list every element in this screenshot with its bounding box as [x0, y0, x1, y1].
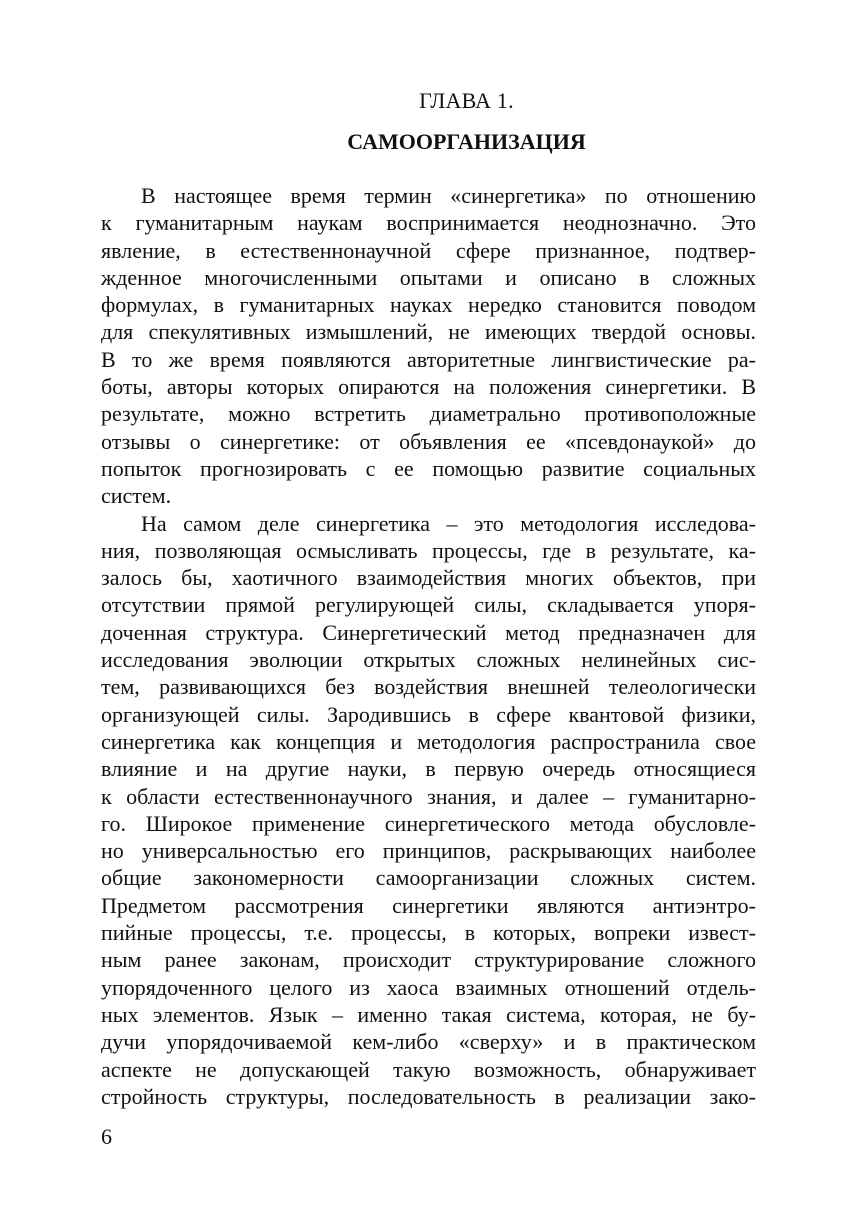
text-line: но универсальностью его принципов, раскрывающих наиболее	[101, 838, 756, 864]
text-line: В настоящее время термин «синергетика» по отношению	[141, 183, 756, 208]
text-line: общие закономерности самоорганизации сложных систем.	[101, 865, 756, 891]
text-line: стройность структуры, последовательность в реализации зако-	[101, 1083, 756, 1109]
text-line: упорядоченного целого из хаоса взаимных отношений отдель-	[101, 974, 756, 1000]
text-line: го. Широкое применение синергетического метода обусловле-	[101, 810, 756, 836]
text-line: результате, можно встретить диаметрально противоположные	[101, 401, 756, 427]
paragraph-2	[101, 510, 756, 1111]
text-line: дучи упорядочиваемой кем-либо «сверху» и в практическом	[101, 1029, 756, 1055]
text-line: Предметом рассмотрения синергетики являются антиэнтро-	[101, 892, 756, 918]
text-line: ных элементов. Язык – именно такая система, которая, не бу-	[101, 1001, 756, 1027]
text-line: организующей силы. Зародившись в сфере квантовой физики,	[101, 701, 756, 727]
text-line: отсутствии прямой регулирующей силы, складывается упоря-	[101, 592, 756, 618]
text-line: залось бы, хаотичного взаимодействия многих объектов, при	[101, 565, 756, 591]
page-number: 6	[101, 1124, 112, 1149]
text-line: боты, авторы которых опираются на положения синергетики. В	[101, 374, 756, 400]
text-line: к гуманитарным наукам воспринимается неоднозначно. Это	[101, 210, 756, 236]
text-line: ным ранее законам, происходит структурирование сложного	[101, 947, 756, 973]
paragraph-1	[101, 182, 756, 510]
text-line: На самом деле синергетика – это методология исследова-	[141, 510, 756, 536]
text-line: доченная структура. Синергетический метод предназначен для	[101, 619, 756, 645]
text-line: исследования эволюции открытых сложных нелинейных сис-	[101, 647, 756, 673]
text-line: влияние и на другие науки, в первую очередь относящиеся	[101, 756, 756, 782]
text-line: аспекте не допускающей такую возможность, обнаруживает	[101, 1056, 756, 1082]
text-line: явление, в естественнонаучной сфере признанное, подтвер-	[101, 237, 756, 263]
text-line: синергетика как концепция и методология распространила свое	[101, 728, 756, 754]
chapter-title: САМООРГАНИЗАЦИЯ	[347, 129, 586, 154]
text-line: В то же время появляются авторитетные лингвистические ра-	[101, 346, 756, 372]
chapter-label: ГЛАВА 1.	[419, 88, 514, 113]
text-line: формулах, в гуманитарных науках нередко становится поводом	[101, 292, 756, 318]
text-line: тем, развивающихся без воздействия внешней телеологически	[101, 674, 756, 700]
text-line: отзывы о синергетике: от объявления ее «псевдонаукой» до	[101, 428, 756, 454]
text-line: жденное многочисленными опытами и описано в сложных	[101, 264, 756, 290]
text-line: пийные процессы, т.е. процессы, в которых, вопреки извест-	[101, 920, 756, 946]
text-line: ния, позволяющая осмысливать процессы, где в результате, ка-	[101, 537, 756, 563]
text-line: систем.	[101, 483, 172, 509]
text-line: попыток прогнозировать с ее помощью развитие социальных	[101, 455, 756, 481]
body-text	[101, 182, 756, 1110]
text-line: к области естественнонаучного знания, и далее – гуманитарно-	[101, 783, 756, 809]
text-line: для спекулятивных измышлений, не имеющих твердой основы.	[101, 319, 756, 345]
